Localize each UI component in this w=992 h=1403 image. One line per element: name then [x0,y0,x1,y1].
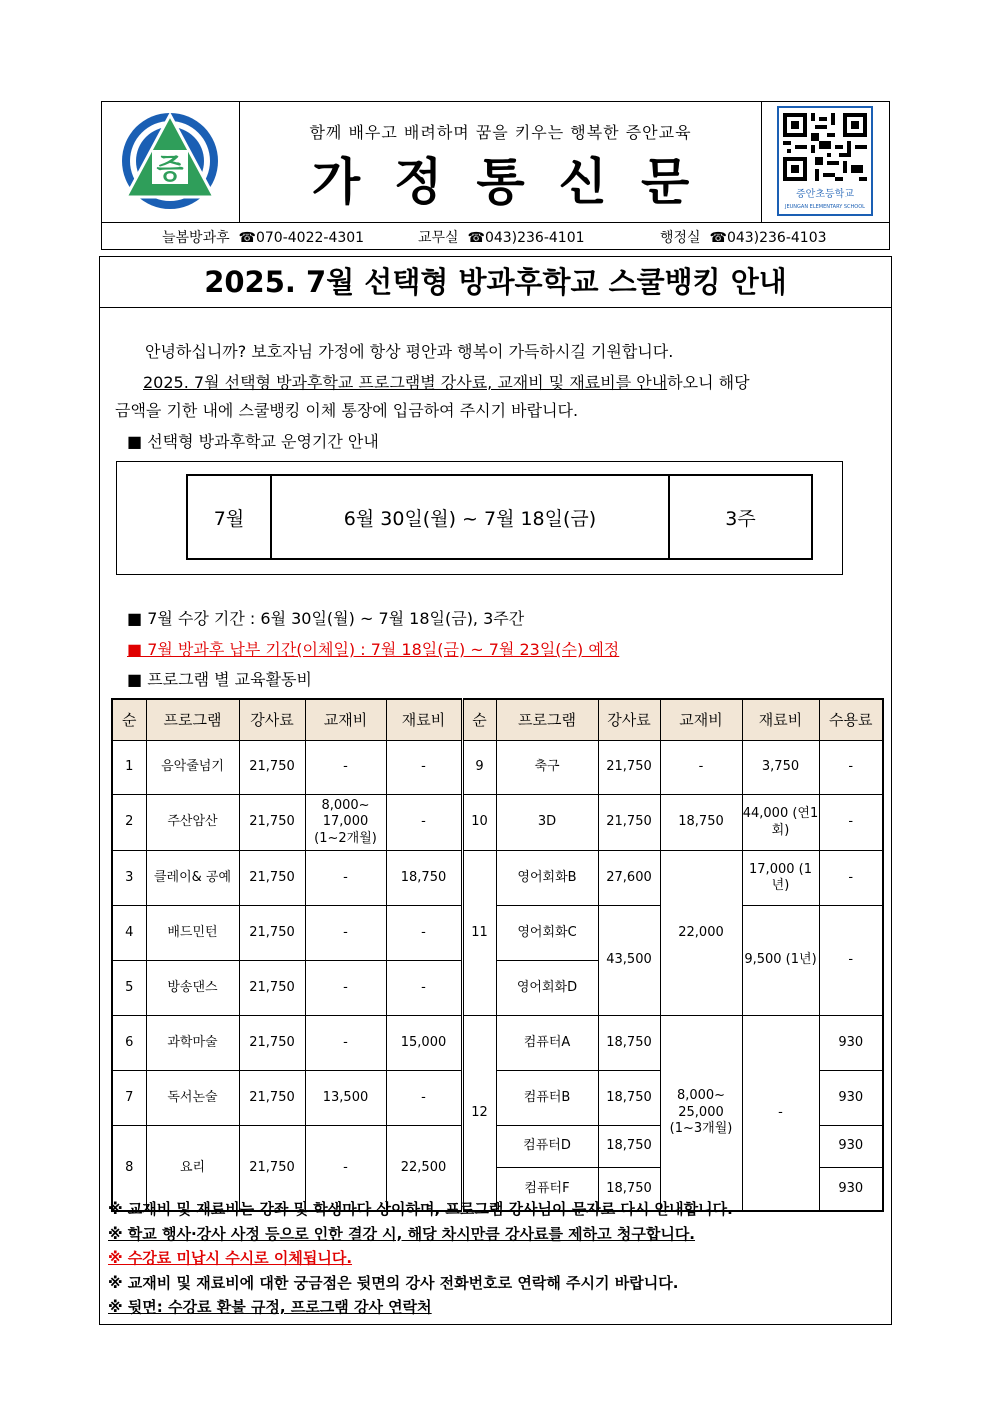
notes [108,1197,733,1320]
col-header: 순 [112,699,146,741]
table-cell: - [305,851,386,906]
table-cell: 3D [496,795,598,851]
table-cell: - [819,906,883,1016]
table-cell: - [305,1126,386,1211]
fee-table [111,698,884,1212]
table-cell: 21,750 [239,795,305,851]
period-range: 6월 30일(월) ~ 7월 18일(금) [272,476,670,558]
table-cell: 44,000 (연1회) [742,795,819,851]
table-cell: 9,500 (1년) [742,906,819,1016]
table-cell: 요리 [146,1126,239,1211]
table-cell: 21,750 [598,795,660,851]
phone-icon: ☎ [238,230,256,246]
note-1: ※ 교재비 및 재료비는 강좌 및 학생마다 상이하며, 프로그램 강사님이 문자로 다시 안내합니다. [108,1200,733,1218]
table-cell: 축구 [496,741,598,795]
table-row [112,795,883,851]
table-cell: 영어회화D [496,961,598,1016]
note-5: ※ 뒷면: 수강료 환불 규정, 프로그램 강사 연락처 [108,1298,432,1316]
table-cell: - [819,795,883,851]
table-cell: 18,750 [598,1016,660,1071]
table-cell: 8,000~ 25,000 (1~3개월) [660,1016,742,1211]
table-cell: 음악줄넘기 [146,741,239,795]
period-month: 7월 [188,476,272,558]
payment-period: ■ 7월 방과후 납부 기간(이체일) : 7월 18일(금) ~ 7월 23일(수) 예정 [127,640,620,659]
table-cell: - [305,1016,386,1071]
table-cell: 컴퓨터A [496,1016,598,1071]
table-cell: 21,750 [239,1126,305,1211]
table-cell: - [386,961,462,1016]
table-cell: - [386,795,462,851]
table-cell: 21,750 [239,961,305,1016]
period-box [186,474,813,560]
table-row [112,906,883,961]
table-row [112,851,883,906]
col-header: 순 [462,699,496,741]
document-title: 2025. 7월 선택형 방과후학교 스쿨뱅킹 안내 [100,257,891,308]
program-heading: ■ 프로그램 별 교육활동비 [127,670,312,689]
table-cell: - [305,961,386,1016]
contact-afterschool: 늘봄방과후 ☎070-4022-4301 [162,230,365,246]
table-cell: 컴퓨터B [496,1071,598,1126]
greeting: 안녕하십니까? 보호자님 가정에 항상 평안과 행복이 가득하시길 기원합니다. [145,342,674,361]
qr-code-cell [761,102,889,222]
table-cell: 11 [462,851,496,1016]
table-cell: 독서논술 [146,1071,239,1126]
note-4: ※ 교재비 및 재료비에 대한 궁금점은 뒷면의 강사 전화번호로 연락해 주시기 바랍니다. [108,1273,679,1292]
table-cell: - [386,741,462,795]
table-cell: 18,750 [660,795,742,851]
contact-admin-office: 행정실 ☎043)236-4103 [660,230,827,246]
table-cell: 21,750 [239,851,305,906]
table-cell: 컴퓨터D [496,1126,598,1168]
table-cell: 18,750 [386,851,462,906]
table-cell: 8 [112,1126,146,1211]
table-cell: 43,500 [598,906,660,1016]
col-header: 프로그램 [496,699,598,741]
col-header: 재료비 [742,699,819,741]
phone-icon: ☎ [467,230,485,246]
table-cell: - [819,851,883,906]
table-cell: 18,750 [598,1071,660,1126]
operation-heading: ■ 선택형 방과후학교 운영기간 안내 [127,432,379,451]
table-cell: 3,750 [742,741,819,795]
table-cell: 컴퓨터F [496,1168,598,1211]
school-logo-icon [102,102,239,222]
table-cell: 4 [112,906,146,961]
col-header: 수용료 [819,699,883,741]
table-cell: 5 [112,961,146,1016]
table-cell: 8,000~ 17,000 (1~2개월) [305,795,386,851]
table-cell: - [819,741,883,795]
table-cell: 3 [112,851,146,906]
col-header: 교재비 [660,699,742,741]
table-header-row [112,699,883,741]
note-2: ※ 학교 행사·강사 사정 등으로 인한 결강 시, 해당 차시만큼 강사료를 제하고 청구합니다. [108,1224,696,1243]
school-slogan: 함께 배우고 배려하며 꿈을 키우는 행복한 증안교육 [309,123,692,142]
letterhead [101,101,890,223]
col-header: 프로그램 [146,699,239,741]
table-cell: 27,600 [598,851,660,906]
table-cell: 주산암산 [146,795,239,851]
table-cell: 21,750 [598,741,660,795]
table-cell: - [305,906,386,961]
col-header: 교재비 [305,699,386,741]
table-cell: 930 [819,1126,883,1168]
table-cell: 영어회화C [496,906,598,961]
phone-icon: ☎ [709,230,727,246]
table-cell: 10 [462,795,496,851]
intro-line-3: 금액을 기한 내에 스쿨뱅킹 이체 통장에 입금하여 주시기 바랍니다. [115,401,579,420]
table-row [112,741,883,795]
table-cell: 930 [819,1071,883,1126]
table-cell: 930 [819,1016,883,1071]
table-row [112,1016,883,1058]
table-cell: 21,750 [239,1071,305,1126]
table-cell: 18,750 [598,1126,660,1168]
table-cell: 15,000 [386,1016,462,1071]
col-header: 강사료 [598,699,660,741]
contact-bar [101,223,890,250]
table-cell: 영어회화B [496,851,598,906]
class-period: ■ 7월 수강 기간 : 6월 30일(월) ~ 7월 18일(금), 3주간 [127,609,525,628]
table-cell: 21,750 [239,1016,305,1071]
qr-code-icon[interactable] [779,108,871,186]
table-cell: 21,750 [239,741,305,795]
col-header: 재료비 [386,699,462,741]
table-cell: 13,500 [305,1071,386,1126]
table-cell: 930 [819,1168,883,1211]
logo-char: 증 [156,152,184,185]
page-title: 가정통신문 [311,153,724,211]
table-cell: 21,750 [239,906,305,961]
intro-line-2: 2025. 7월 선택형 방과후학교 프로그램별 강사료, 교재비 및 재료비를 안내하오니 해당 [143,373,750,392]
table-cell: 클레이& 공예 [146,851,239,906]
table-cell: 과학마술 [146,1016,239,1071]
contact-academic-office: 교무실 ☎043)236-4101 [418,230,585,246]
table-cell: 방송댄스 [146,961,239,1016]
table-cell: - [386,906,462,961]
table-cell: 배드민턴 [146,906,239,961]
school-logo-cell [102,102,240,222]
table-cell: 22,000 [660,851,742,1016]
table-cell: 1 [112,741,146,795]
table-cell: 22,500 [386,1126,462,1211]
qr-caption-en: JEUNGAN ELEMENTARY SCHOOL [785,204,865,210]
qr-caption: 증안초등학교 [796,189,854,200]
table-cell: 7 [112,1071,146,1126]
table-cell: - [386,1071,462,1126]
table-cell: - [660,741,742,795]
table-cell: 9 [462,741,496,795]
note-3: ※ 수강료 미납시 수시로 이체됩니다. [108,1249,353,1267]
col-header: 강사료 [239,699,305,741]
table-cell: - [305,741,386,795]
table-cell: - [742,1016,819,1211]
table-cell: 12 [462,1016,496,1211]
table-cell: 18,750 [598,1168,660,1211]
table-cell: 2 [112,795,146,851]
table-cell: 6 [112,1016,146,1071]
table-cell: 17,000 (1년) [742,851,819,906]
period-weeks: 3주 [725,507,756,530]
